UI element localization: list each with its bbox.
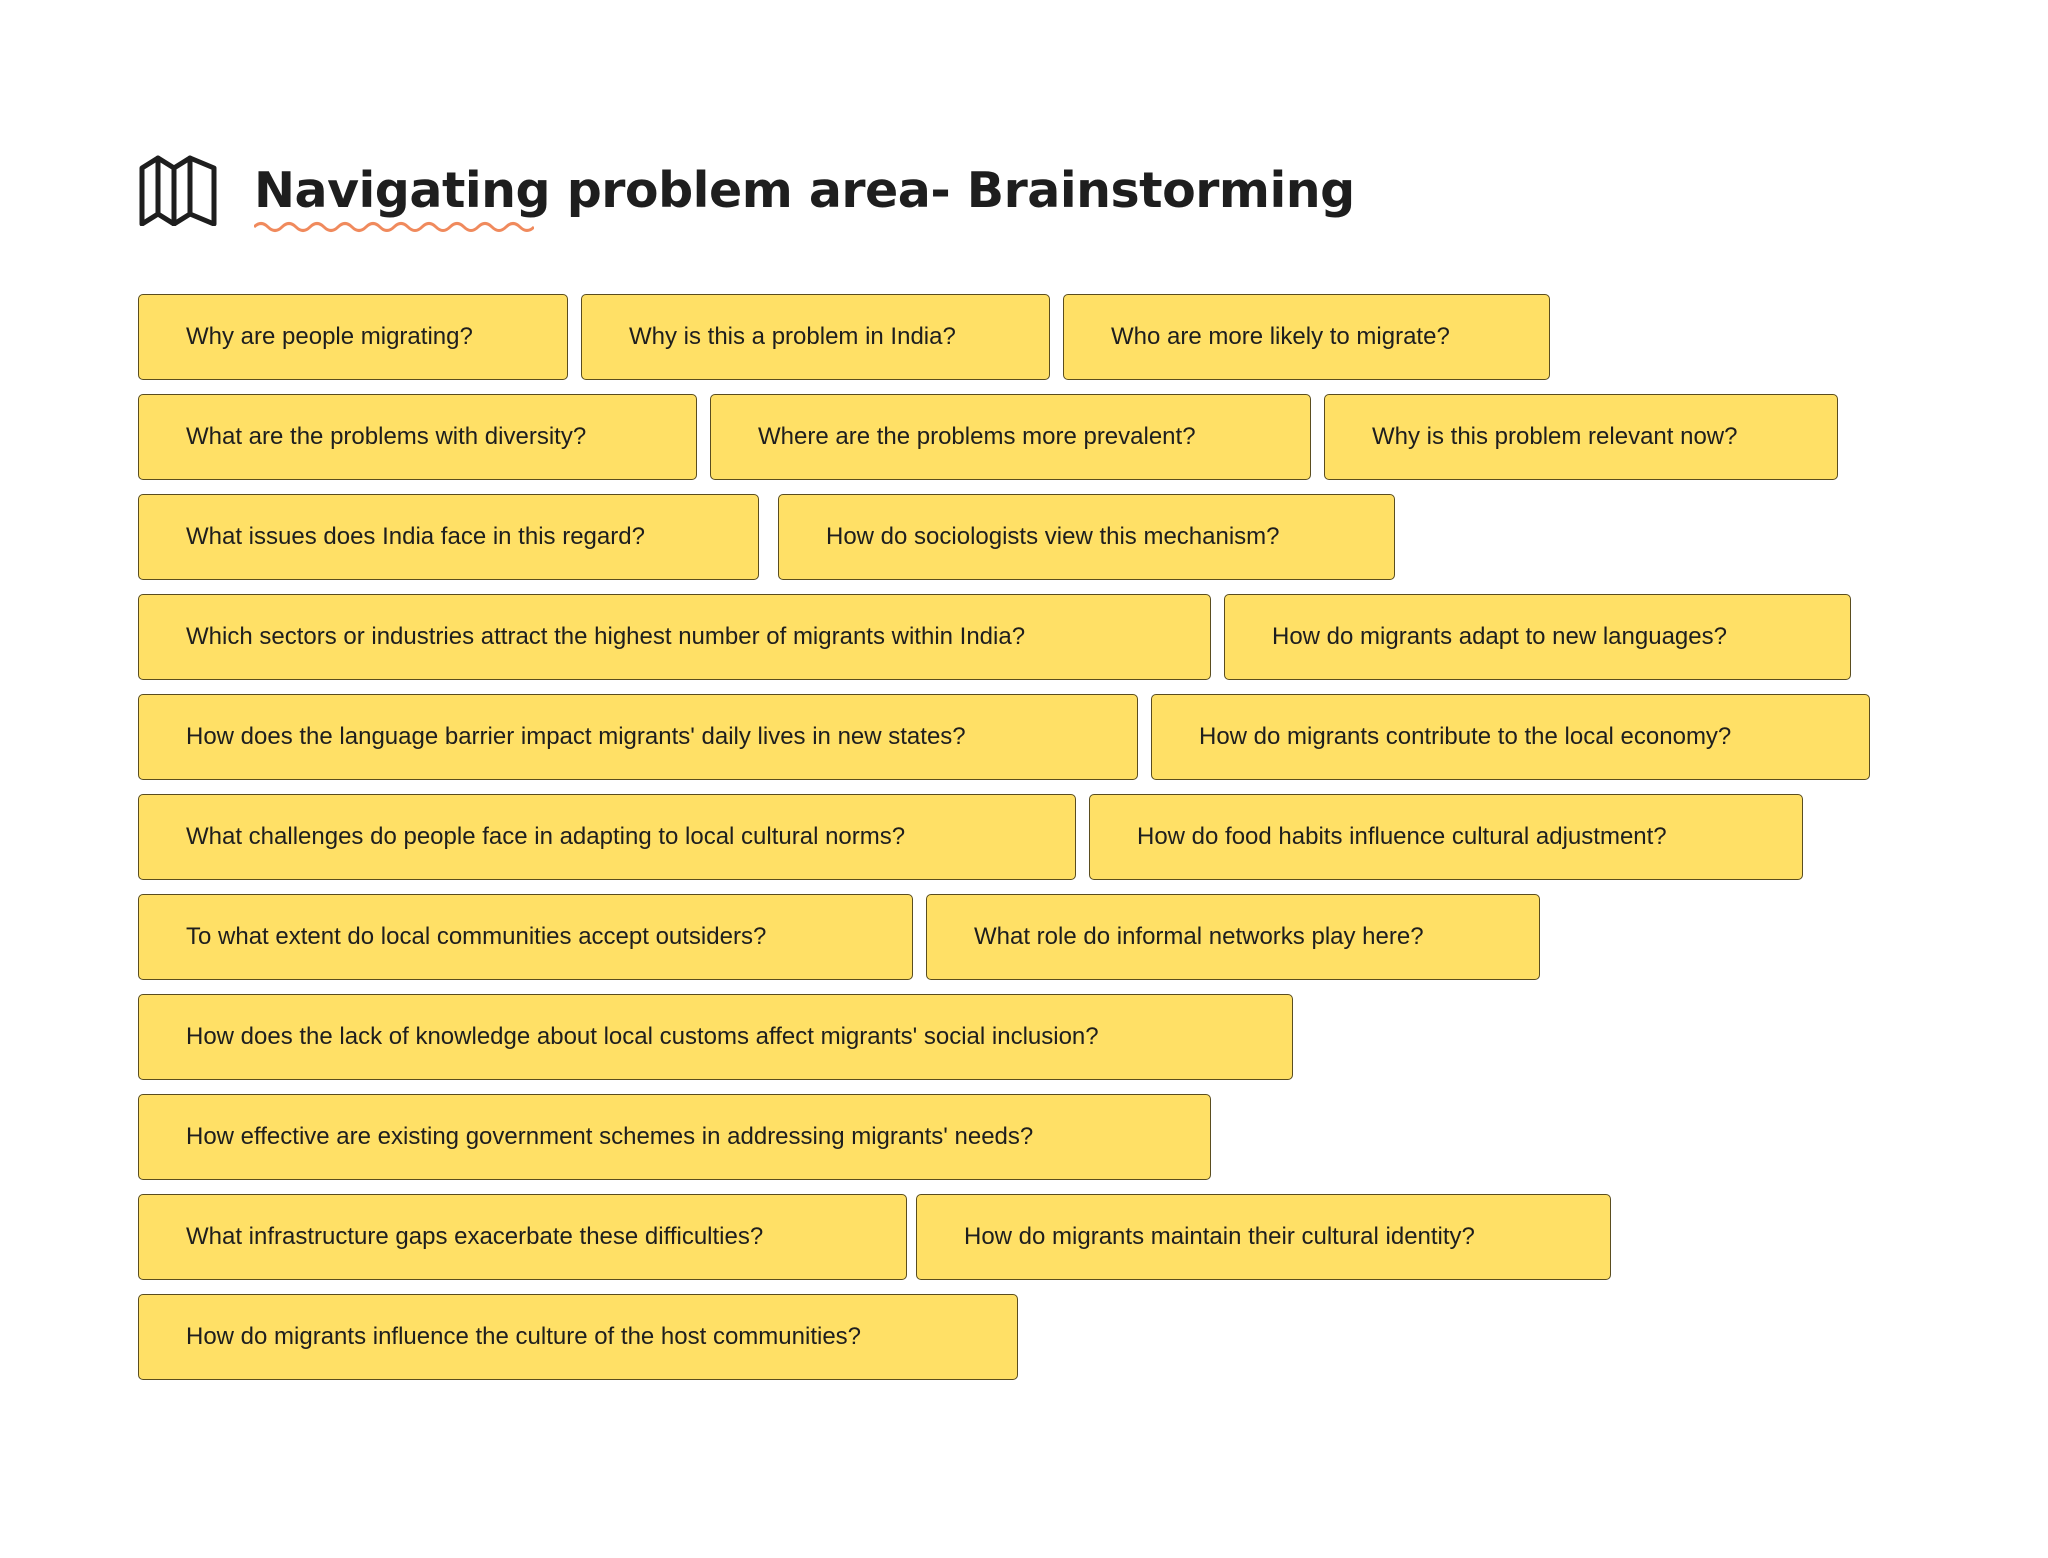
sticky-note[interactable]: What issues does India face in this regard?: [138, 494, 759, 580]
frame-header: [138, 150, 1355, 230]
sticky-note[interactable]: How do migrants adapt to new languages?: [1224, 594, 1851, 680]
sticky-note[interactable]: What infrastructure gaps exacerbate these difficulties?: [138, 1194, 907, 1280]
sticky-note[interactable]: What are the problems with diversity?: [138, 394, 697, 480]
sticky-row: [138, 694, 2018, 780]
sticky-row: [138, 1194, 2018, 1280]
sticky-note[interactable]: How do migrants contribute to the local economy?: [1151, 694, 1870, 780]
sticky-note[interactable]: How effective are existing government schemes in addressing migrants' needs?: [138, 1094, 1211, 1180]
spellcheck-underline: [254, 220, 534, 234]
sticky-note[interactable]: How do migrants influence the culture of the host communities?: [138, 1294, 1018, 1380]
sticky-note[interactable]: To what extent do local communities accept outsiders?: [138, 894, 913, 980]
sticky-note[interactable]: Why is this a problem in India?: [581, 294, 1050, 380]
page-title[interactable]: [254, 161, 1355, 219]
sticky-row: [138, 594, 2018, 680]
sticky-row: [138, 494, 2018, 580]
sticky-row: [138, 994, 2018, 1080]
page-title-text: Navigating problem area- Brainstorming: [254, 161, 1355, 219]
sticky-row: [138, 1094, 2018, 1180]
sticky-note[interactable]: How do food habits influence cultural adjustment?: [1089, 794, 1803, 880]
sticky-note[interactable]: Who are more likely to migrate?: [1063, 294, 1550, 380]
sticky-row: [138, 294, 2018, 380]
sticky-note[interactable]: What role do informal networks play here?: [926, 894, 1540, 980]
sticky-note[interactable]: How do sociologists view this mechanism?: [778, 494, 1395, 580]
sticky-row: [138, 794, 2018, 880]
sticky-row: [138, 894, 2018, 980]
sticky-note[interactable]: Why is this problem relevant now?: [1324, 394, 1838, 480]
sticky-row: [138, 1294, 2018, 1380]
sticky-note[interactable]: Why are people migrating?: [138, 294, 568, 380]
sticky-note[interactable]: Which sectors or industries attract the highest number of migrants within India?: [138, 594, 1211, 680]
sticky-note[interactable]: How does the language barrier impact migrants' daily lives in new states?: [138, 694, 1138, 780]
map-icon: [138, 154, 218, 226]
sticky-note-board: [138, 294, 2018, 1394]
sticky-note[interactable]: How do migrants maintain their cultural identity?: [916, 1194, 1611, 1280]
sticky-note[interactable]: How does the lack of knowledge about local customs affect migrants' social inclusion?: [138, 994, 1293, 1080]
sticky-row: [138, 394, 2018, 480]
sticky-note[interactable]: Where are the problems more prevalent?: [710, 394, 1311, 480]
sticky-note[interactable]: What challenges do people face in adapting to local cultural norms?: [138, 794, 1076, 880]
